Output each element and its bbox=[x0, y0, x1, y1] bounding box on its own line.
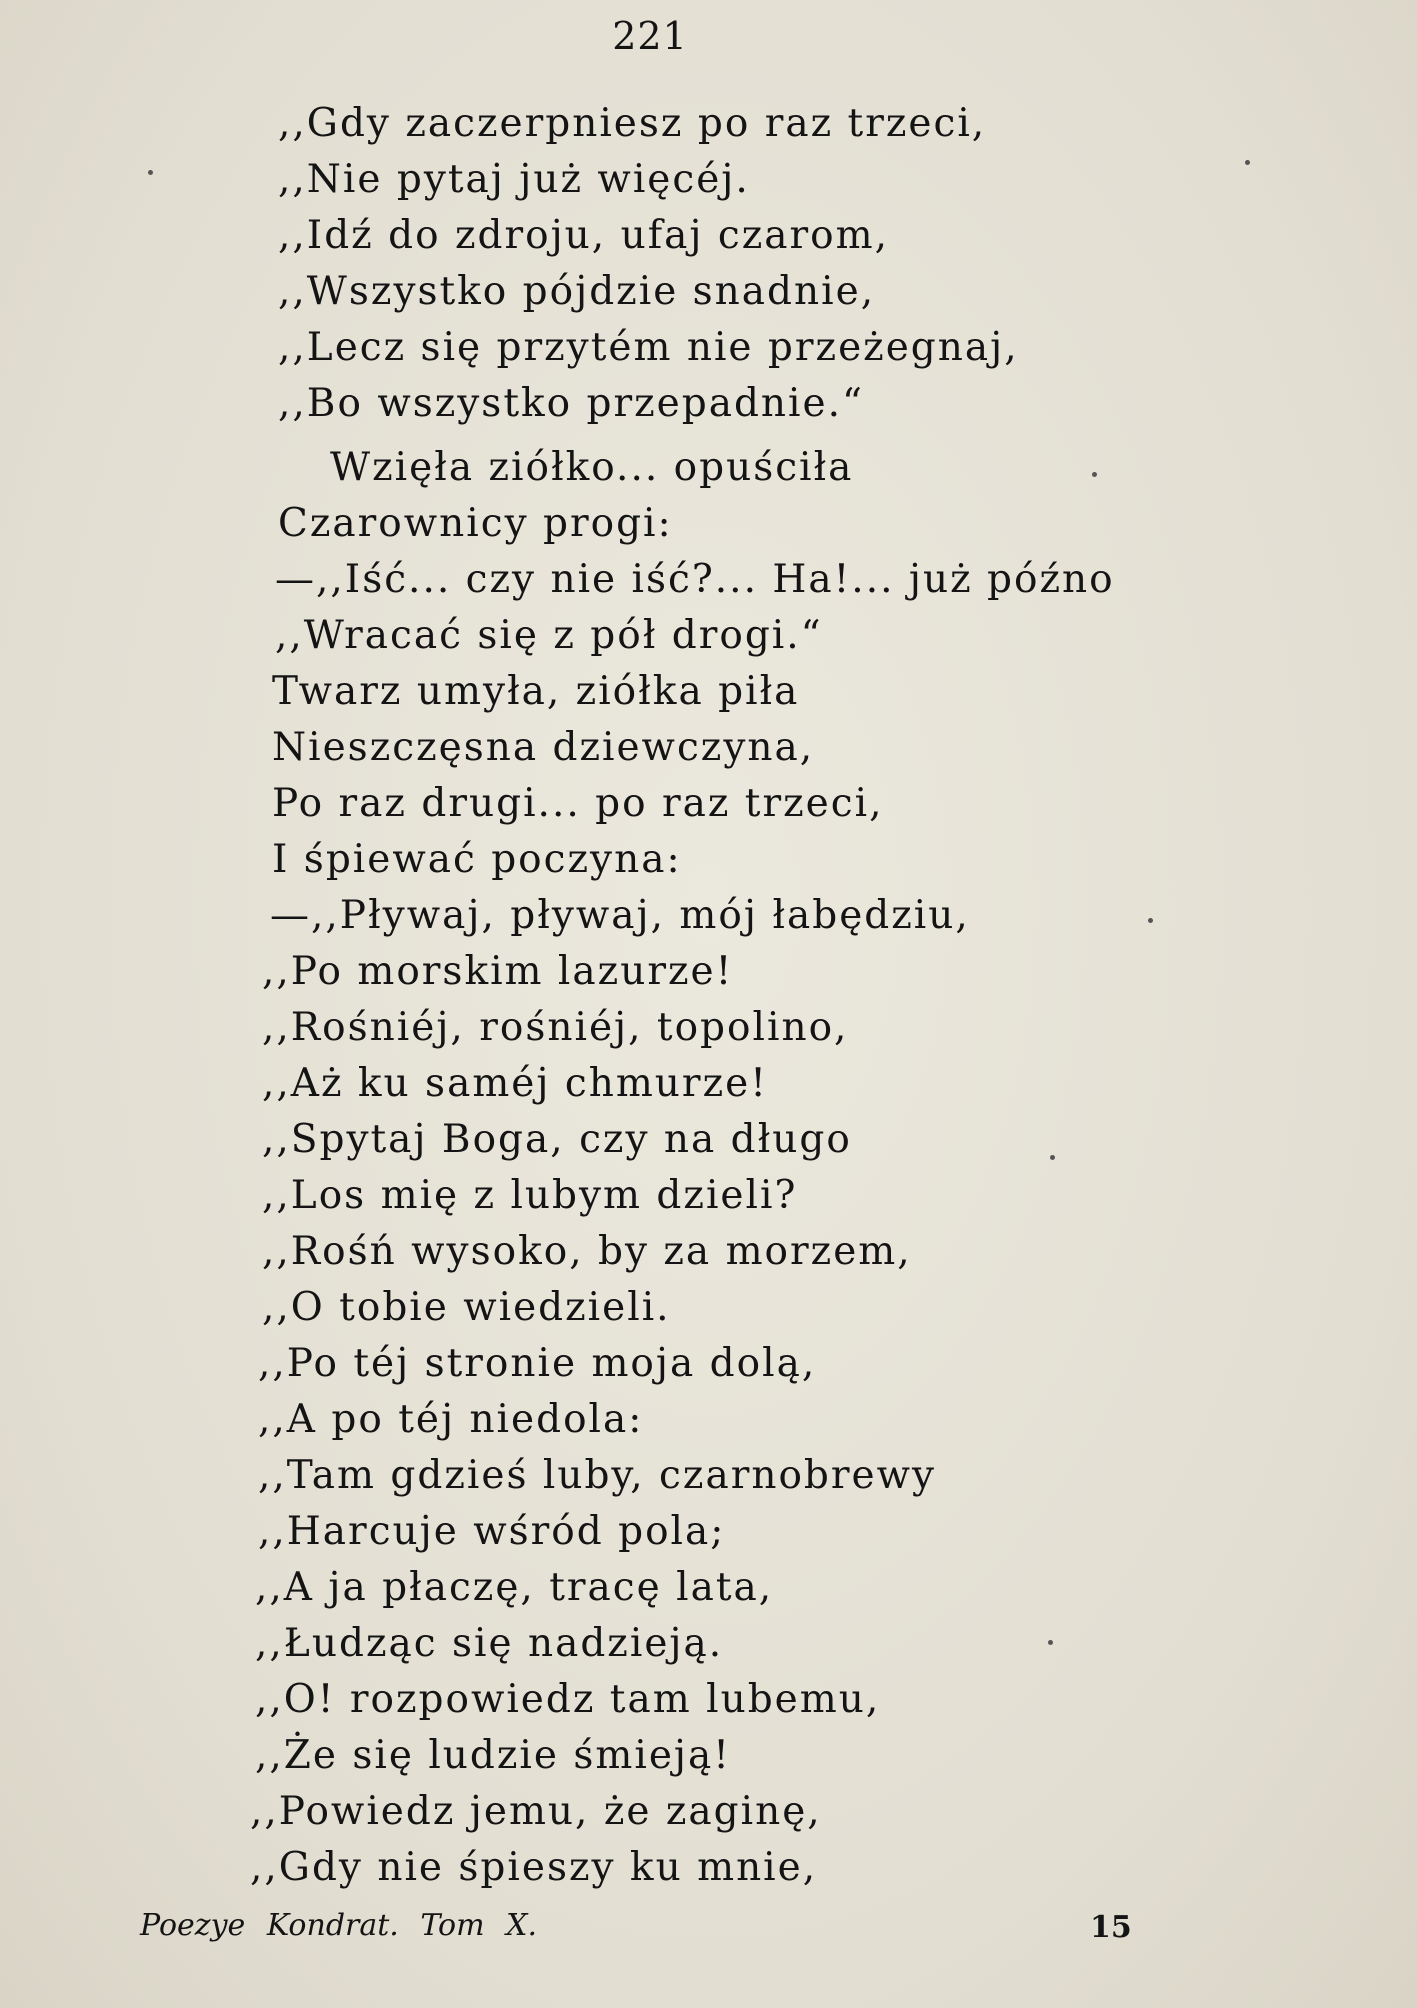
poem-line: ,,Tam gdzieś luby, czarnobrewy bbox=[258, 1453, 937, 1498]
poem-line: ,,Wracać się z pół drogi.“ bbox=[275, 613, 823, 658]
signature-mark: Poezye Kondrat. Tom X. bbox=[140, 1908, 537, 1943]
poem-line: ,,Rośń wysoko, by za morzem, bbox=[262, 1229, 912, 1274]
poem-line: ,,Powiedz jemu, że zaginę, bbox=[250, 1789, 822, 1834]
poem-line: Po raz drugi... po raz trzeci, bbox=[272, 781, 884, 826]
poem-line: ,,Nie pytaj już więcéj. bbox=[278, 157, 750, 202]
sheet-number: 15 bbox=[1090, 1910, 1132, 1945]
paper-speck bbox=[1148, 918, 1153, 923]
poem-line: —,,Pływaj, pływaj, mój łabędziu, bbox=[270, 893, 970, 938]
paper-speck bbox=[1050, 1155, 1055, 1160]
poem-line: ,,Gdy zaczerpniesz po raz trzeci, bbox=[278, 101, 987, 146]
poem-line: I śpiewać poczyna: bbox=[272, 837, 682, 882]
poem-line: ,,Rośniéj, rośniéj, topolino, bbox=[262, 1005, 849, 1050]
poem-line: ,,Los mię z lubym dzieli? bbox=[262, 1173, 798, 1218]
poem-line: ,,Aż ku saméj chmurze! bbox=[262, 1061, 768, 1106]
page-number: 221 bbox=[612, 14, 688, 58]
poem-line: ,,Harcuje wśród pola; bbox=[258, 1509, 726, 1554]
poem-line: Nieszczęsna dziewczyna, bbox=[272, 725, 815, 770]
poem-line: ,,Idź do zdroju, ufaj czarom, bbox=[278, 213, 890, 258]
poem-line: Czarownicy progi: bbox=[278, 501, 673, 546]
poem-line: ,,O tobie wiedzieli. bbox=[262, 1285, 671, 1330]
poem-line: ,,A ja płaczę, tracę lata, bbox=[255, 1565, 774, 1610]
poem-line: ,,O! rozpowiedz tam lubemu, bbox=[255, 1677, 881, 1722]
poem-line: ,,Po morskim lazurze! bbox=[262, 949, 734, 994]
paper-speck bbox=[1245, 160, 1250, 165]
poem-line: ,,Że się ludzie śmieją! bbox=[255, 1733, 731, 1778]
poem-line: Wzięła ziółko... opuściła bbox=[330, 445, 854, 490]
poem-line: ,,Lecz się przytém nie przeżegnaj, bbox=[278, 325, 1019, 370]
poem-line: ,,Bo wszystko przepadnie.“ bbox=[278, 381, 864, 426]
poem-line: ,,Wszystko pójdzie snadnie, bbox=[278, 269, 876, 314]
poem-line: ,,Gdy nie śpieszy ku mnie, bbox=[250, 1845, 818, 1890]
poem-line: —,,Iść... czy nie iść?... Ha!... już późno bbox=[275, 557, 1115, 602]
paper-speck bbox=[1092, 472, 1097, 477]
poem-line: ,,Spytaj Boga, czy na długo bbox=[262, 1117, 852, 1162]
poem-line: Twarz umyła, ziółka piła bbox=[272, 669, 800, 714]
poem-line: ,,A po téj niedola: bbox=[258, 1397, 644, 1442]
poem-line: ,,Łudząc się nadzieją. bbox=[255, 1621, 724, 1666]
poem-line: ,,Po téj stronie moja dolą, bbox=[258, 1341, 817, 1386]
paper-speck bbox=[1048, 1640, 1053, 1645]
paper-speck bbox=[148, 170, 153, 175]
